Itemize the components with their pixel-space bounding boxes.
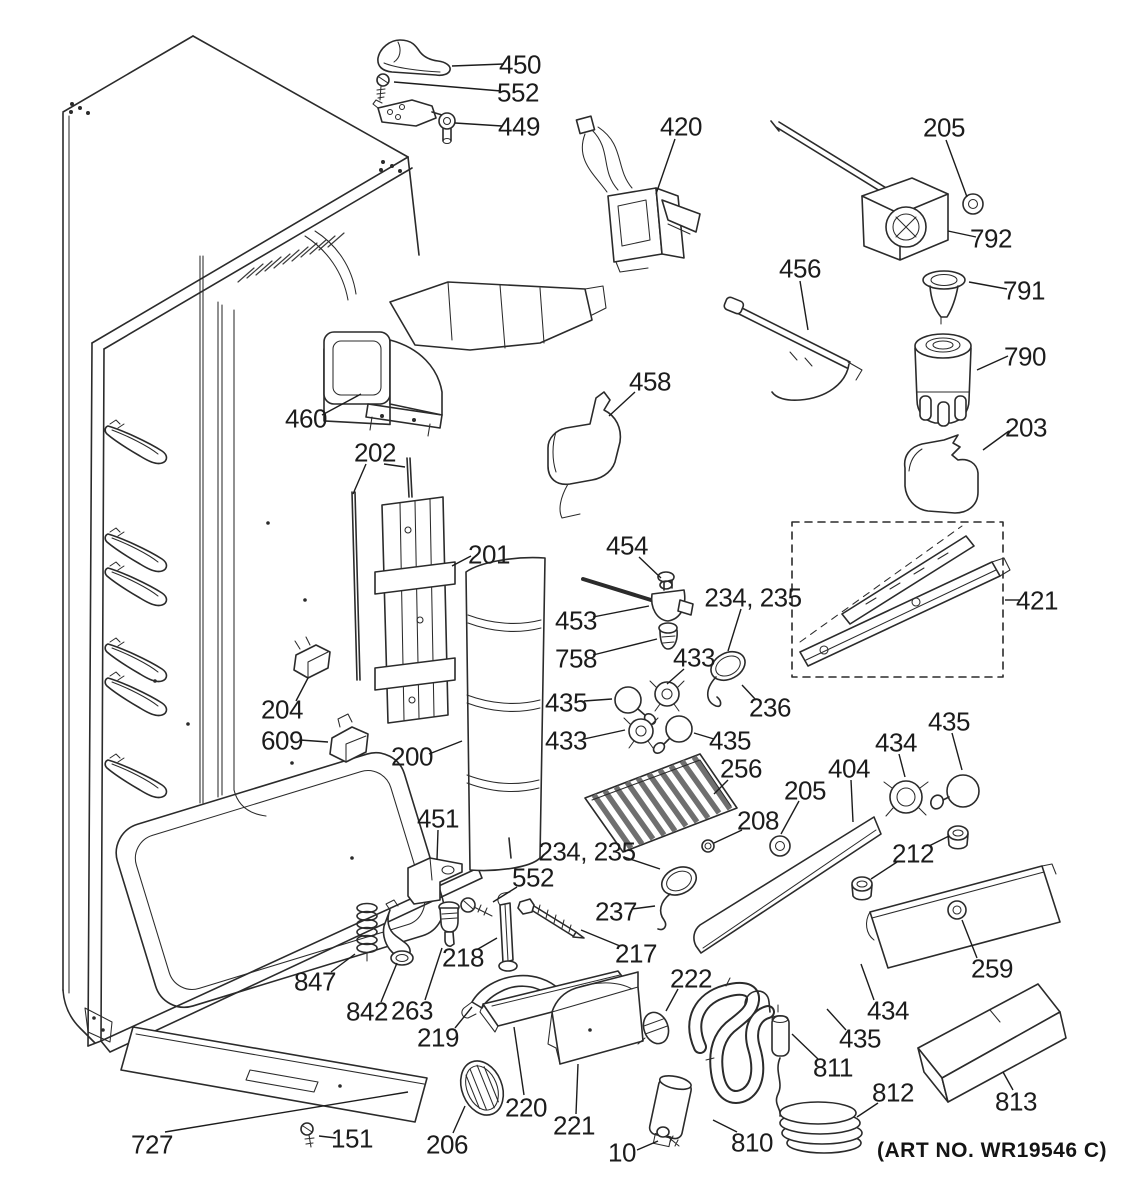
callout-404: [828, 753, 870, 822]
part-label-220: 220: [505, 1092, 547, 1123]
part-label-234-235: 234, 235: [704, 582, 802, 613]
callout-458: [609, 366, 671, 416]
part-label-259: 259: [971, 953, 1013, 984]
leader-line-434: [899, 754, 905, 777]
part-label-758: 758: [555, 643, 597, 674]
lamp-socket-433a: [650, 681, 684, 711]
light-bulb-435b: [652, 716, 692, 755]
leader-line-220: [514, 1027, 524, 1095]
part-label-221: 221: [553, 1110, 595, 1141]
callout-842: [346, 963, 397, 1026]
callout-433: [667, 642, 715, 684]
leader-line-200: [429, 741, 462, 754]
callout-234-235: [704, 582, 801, 651]
callout-151: [319, 1123, 373, 1153]
part-label-842: 842: [346, 996, 388, 1027]
callout-221: [553, 1064, 595, 1140]
part-label-435: 435: [709, 725, 751, 756]
part-label-219: 219: [417, 1022, 459, 1053]
bracket-451: [408, 858, 462, 904]
leader-line-433: [584, 730, 625, 739]
callout-434: [861, 964, 909, 1025]
leader-line-456: [800, 281, 808, 330]
callout-10: [608, 1137, 658, 1167]
callout-202: [353, 437, 405, 494]
callout-435: [928, 706, 970, 770]
part-label-813: 813: [995, 1086, 1037, 1117]
part-label-237: 237: [595, 896, 637, 927]
part-label-205: 205: [784, 775, 826, 806]
filter-funnel-791: [923, 271, 965, 324]
callout-453: [555, 605, 649, 635]
callout-204: [261, 678, 308, 724]
callout-790: [977, 341, 1046, 371]
part-label-263: 263: [391, 995, 433, 1026]
callout-421: [1005, 585, 1058, 615]
valve-263: [439, 902, 459, 946]
part-label-435: 435: [839, 1023, 881, 1054]
lamp-socket-433b: [624, 718, 658, 748]
callout-203: [983, 412, 1047, 450]
leader-line-10: [637, 1141, 658, 1150]
callout-200: [391, 741, 462, 771]
callout-218: [442, 938, 497, 972]
fill-tube-bracket-456: [723, 296, 862, 400]
part-label-236: 236: [749, 692, 791, 723]
part-label-256: 256: [720, 753, 762, 784]
mullion-rail-201: [375, 497, 455, 723]
part-label-212: 212: [892, 838, 934, 869]
part-label-204: 204: [261, 694, 303, 725]
part-label-451: 451: [417, 803, 459, 834]
leader-line-205: [946, 140, 967, 197]
callout-205: [781, 775, 826, 834]
callout-435: [694, 725, 751, 755]
part-label-222: 222: [670, 963, 712, 994]
part-label-420: 420: [660, 111, 702, 142]
duct-cover-458: [548, 392, 620, 518]
callout-217: [581, 930, 657, 968]
part-label-552: 552: [497, 77, 539, 108]
part-label-203: 203: [1005, 412, 1047, 443]
rail-kit-421: [792, 522, 1010, 677]
callout-205: [923, 112, 967, 197]
callout-433: [545, 725, 625, 755]
hinge-bracket-449: [373, 100, 455, 144]
leader-line-453: [593, 606, 649, 617]
part-label-201: 201: [468, 539, 510, 570]
part-label-435: 435: [545, 687, 587, 718]
leader-line-420: [656, 139, 675, 194]
leader-line-451: [437, 830, 438, 860]
screw-151: [301, 1123, 314, 1147]
grommet-212b: [852, 877, 872, 900]
callout-201: [452, 539, 510, 569]
leader-line-234-235: [728, 609, 741, 651]
drain-wire-236: [708, 677, 721, 706]
callout-456: [779, 253, 821, 330]
air-duct-460: [324, 282, 606, 436]
hinge-screw-552: [377, 74, 389, 100]
part-label-847: 847: [294, 966, 336, 997]
valve-453: [652, 580, 693, 621]
filter-cover-203: [905, 435, 978, 513]
callout-847: [294, 954, 355, 996]
evaporator-cover-200: [466, 558, 545, 871]
part-label-234-235: 234, 235: [538, 836, 636, 867]
light-shield-259: [867, 864, 1060, 968]
callout-758: [555, 639, 657, 673]
callout-212: [871, 836, 949, 879]
leader-line-435: [584, 699, 612, 701]
part-label-727: 727: [131, 1129, 173, 1160]
callout-206: [426, 1106, 468, 1159]
water-tube-line: [583, 579, 651, 600]
callout-609: [261, 725, 328, 755]
part-label-205: 205: [923, 112, 965, 143]
vent-grille-206: [453, 1055, 511, 1122]
part-label-433: 433: [673, 642, 715, 673]
callout-791: [969, 275, 1045, 305]
callout-792: [948, 223, 1012, 253]
nut-208: [702, 840, 714, 852]
part-label-460: 460: [285, 403, 327, 434]
part-label-790: 790: [1004, 341, 1046, 372]
part-label-10: 10: [608, 1137, 636, 1168]
part-label-202: 202: [354, 437, 396, 468]
art-number: (ART NO. WR19546 C): [877, 1139, 1108, 1162]
callout-813: [995, 1072, 1037, 1116]
hinge-cam-450: [378, 40, 450, 75]
kickplate-727: [121, 1027, 427, 1122]
callout-810: [713, 1120, 773, 1157]
leader-line-552: [394, 82, 501, 91]
callout-220: [505, 1027, 547, 1122]
part-label-206: 206: [426, 1129, 468, 1160]
part-label-217: 217: [615, 938, 657, 969]
fill-tube-bracket-792: [771, 121, 948, 260]
part-label-456: 456: [779, 253, 821, 284]
lamp-socket-434a: [884, 781, 928, 816]
grommet-205-top: [963, 194, 983, 214]
light-bulb-435c: [929, 775, 979, 811]
leader-line-263: [425, 948, 442, 1000]
evaporator-810: [646, 978, 770, 1149]
grommet-212a: [948, 826, 968, 849]
leader-line-205: [781, 801, 799, 834]
part-label-433: 433: [545, 725, 587, 756]
part-label-791: 791: [1003, 275, 1045, 306]
part-label-434: 434: [867, 995, 909, 1026]
grommet-205b: [770, 836, 790, 856]
part-label-453: 453: [555, 605, 597, 636]
callout-435: [545, 687, 612, 717]
floor-pan: [109, 745, 451, 1014]
auger-217: [518, 899, 584, 938]
part-label-449: 449: [498, 111, 540, 142]
clip-204: [294, 637, 330, 678]
leader-line-450: [452, 64, 504, 66]
part-label-454: 454: [606, 530, 648, 561]
part-label-208: 208: [737, 805, 779, 836]
leader-line-609: [300, 740, 328, 742]
callout-449: [455, 111, 540, 141]
leader-line-758: [593, 639, 657, 655]
callout-420: [656, 111, 702, 194]
shelf-rails: [105, 420, 166, 798]
part-label-218: 218: [442, 942, 484, 973]
leader-line-202: [353, 464, 366, 494]
callout-812: [857, 1077, 914, 1117]
seal-ring-234-235b: [657, 862, 701, 901]
part-label-810: 810: [731, 1127, 773, 1158]
part-label-792: 792: [970, 223, 1012, 254]
link-rod-218: [498, 892, 517, 971]
part-label-434: 434: [875, 727, 917, 758]
callout-237: [595, 896, 655, 926]
part-label-812: 812: [872, 1077, 914, 1108]
callout-434: [875, 727, 917, 777]
callout-236: [742, 685, 791, 722]
insulation-panel-813: [918, 984, 1066, 1102]
part-label-609: 609: [261, 725, 303, 756]
part-label-200: 200: [391, 741, 433, 772]
water-filter-790: [915, 334, 971, 426]
part-label-435: 435: [928, 706, 970, 737]
callout-450: [452, 49, 541, 79]
leader-line-221: [576, 1064, 578, 1114]
part-label-151: 151: [331, 1123, 373, 1154]
callout-454: [606, 530, 661, 578]
part-label-404: 404: [828, 753, 870, 784]
screw-552b: [461, 898, 492, 916]
part-label-450: 450: [499, 49, 541, 80]
part-label-421: 421: [1016, 585, 1058, 616]
callout-451: [417, 803, 459, 860]
part-label-811: 811: [813, 1052, 853, 1083]
part-label-552: 552: [512, 862, 554, 893]
part-label-458: 458: [629, 366, 671, 397]
leader-line-435: [952, 733, 962, 770]
wire-clip-237: [658, 894, 670, 929]
leader-line-791: [969, 282, 1007, 289]
leader-line-449: [455, 123, 502, 126]
leader-line-404: [851, 780, 853, 822]
